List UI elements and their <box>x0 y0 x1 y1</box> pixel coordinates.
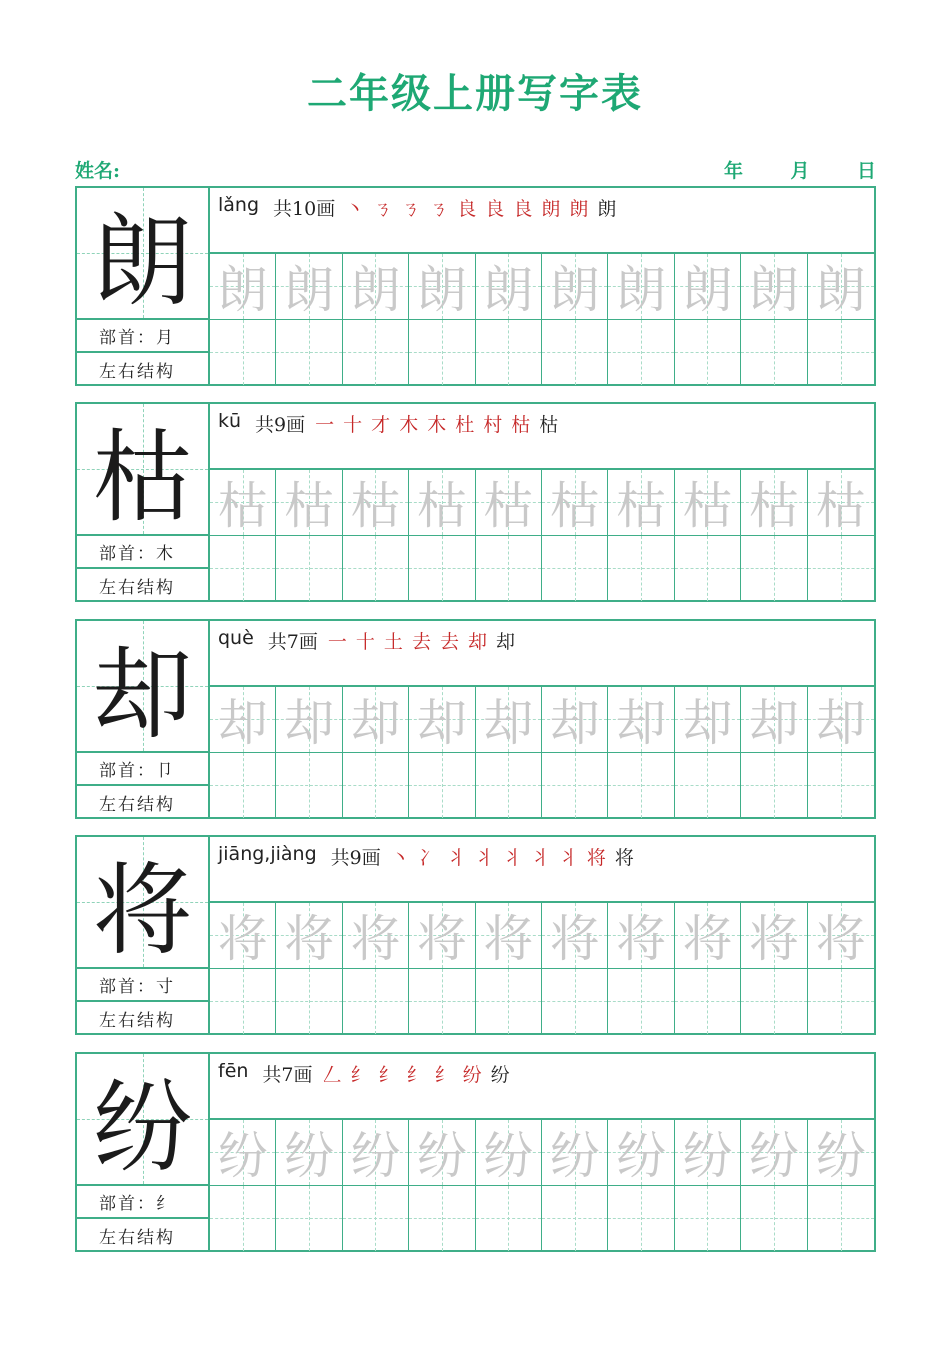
radical-label: 部首：纟 <box>77 1186 210 1219</box>
stroke-step: 丬 <box>446 847 466 869</box>
stroke-step: 将 <box>614 847 634 869</box>
stroke-count: 共10画 <box>273 198 336 220</box>
trace-cell <box>276 470 342 536</box>
trace-character: 朗 <box>284 261 335 320</box>
stroke-step: 丬 <box>558 847 578 869</box>
trace-character: 却 <box>748 694 799 753</box>
trace-cell <box>608 254 674 320</box>
trace-character: 将 <box>217 910 268 969</box>
trace-cell <box>608 687 674 753</box>
trace-character: 纷 <box>682 1127 733 1186</box>
stroke-step: 丬 <box>474 847 494 869</box>
trace-character: 将 <box>350 910 401 969</box>
trace-character: 纷 <box>284 1127 335 1186</box>
blank-practice-cell <box>675 1186 741 1252</box>
stroke-count: 共9画 <box>255 414 306 436</box>
trace-cell <box>409 903 475 969</box>
trace-cell <box>210 254 276 320</box>
blank-practice-cell <box>808 320 874 386</box>
blank-practice-cell <box>343 969 409 1035</box>
stroke-count: 共9画 <box>330 847 381 869</box>
trace-character: 朗 <box>682 261 733 320</box>
blank-practice-cell <box>675 320 741 386</box>
date-labels <box>724 156 876 182</box>
trace-character: 却 <box>815 694 866 753</box>
radical-label: 部首：月 <box>77 320 210 353</box>
trace-character: 纷 <box>350 1127 401 1186</box>
stroke-step: 十 <box>355 631 375 653</box>
blank-practice-cell <box>343 753 409 819</box>
trace-cell <box>343 687 409 753</box>
trace-cell <box>741 687 807 753</box>
trace-cell <box>608 903 674 969</box>
blank-practice-cell <box>343 320 409 386</box>
blank-practice-cell <box>741 1186 807 1252</box>
stroke-order <box>391 843 634 870</box>
practice-grid <box>210 254 874 385</box>
stroke-step: 丬 <box>502 847 522 869</box>
character-info-row <box>210 621 874 687</box>
stroke-step: ㄋ <box>373 198 393 220</box>
blank-practice-cell <box>542 320 608 386</box>
trace-cell <box>542 470 608 536</box>
stroke-step: 纟 <box>350 1064 370 1086</box>
radical-label: 部首：木 <box>77 536 210 569</box>
trace-character: 枯 <box>748 477 799 536</box>
trace-cell <box>675 470 741 536</box>
practice-grid <box>210 687 874 818</box>
trace-cell <box>409 254 475 320</box>
month-label: 月 <box>790 160 810 182</box>
trace-character: 却 <box>616 694 667 753</box>
trace-character: 却 <box>416 694 467 753</box>
trace-character: 枯 <box>416 477 467 536</box>
trace-cell <box>808 687 874 753</box>
practice-grid <box>210 903 874 1034</box>
stroke-step: 枯 <box>539 414 559 436</box>
stroke-step: 木 <box>427 414 447 436</box>
stroke-step: 才 <box>371 414 391 436</box>
trace-character: 枯 <box>217 477 268 536</box>
blank-practice-cell <box>476 1186 542 1252</box>
structure-label: 左右结构 <box>77 786 210 818</box>
stroke-step: 良 <box>485 198 505 220</box>
trace-cell <box>675 254 741 320</box>
trace-cell <box>210 470 276 536</box>
trace-cell <box>542 1120 608 1186</box>
stroke-step: ㄋ <box>401 198 421 220</box>
stroke-step: 纷 <box>490 1064 510 1086</box>
trace-cell <box>276 687 342 753</box>
blank-practice-cell <box>542 969 608 1035</box>
trace-cell <box>276 1120 342 1186</box>
pinyin: què <box>218 627 254 649</box>
trace-character: 将 <box>682 910 733 969</box>
stroke-step: 土 <box>383 631 403 653</box>
blank-practice-cell <box>276 969 342 1035</box>
blank-practice-cell <box>210 320 276 386</box>
blank-practice-cell <box>409 1186 475 1252</box>
blank-practice-cell <box>675 753 741 819</box>
blank-practice-cell <box>276 753 342 819</box>
trace-cell <box>210 903 276 969</box>
trace-cell <box>542 254 608 320</box>
trace-cell <box>741 903 807 969</box>
stroke-step: 朗 <box>597 198 617 220</box>
trace-cell <box>343 1120 409 1186</box>
blank-practice-cell <box>409 753 475 819</box>
blank-practice-cell <box>808 969 874 1035</box>
trace-cell <box>210 1120 276 1186</box>
trace-cell <box>476 254 542 320</box>
trace-character: 朗 <box>748 261 799 320</box>
stroke-step: 良 <box>457 198 477 220</box>
trace-character: 枯 <box>483 477 534 536</box>
model-character: 将 <box>92 852 193 969</box>
trace-character: 枯 <box>682 477 733 536</box>
trace-cell <box>409 687 475 753</box>
stroke-order <box>328 627 515 654</box>
trace-character: 却 <box>217 694 268 753</box>
stroke-step: 丶 <box>345 198 365 220</box>
blank-practice-cell <box>409 969 475 1035</box>
blank-practice-cell <box>675 969 741 1035</box>
stroke-order <box>315 410 558 437</box>
trace-character: 将 <box>616 910 667 969</box>
trace-character: 将 <box>483 910 534 969</box>
trace-character: 纷 <box>815 1127 866 1186</box>
stroke-step: 𠃋 <box>322 1064 342 1086</box>
stroke-count: 共7画 <box>262 1064 313 1086</box>
stroke-step: 纟 <box>406 1064 426 1086</box>
stroke-step: ㄋ <box>429 198 449 220</box>
stroke-step: 木 <box>399 414 419 436</box>
trace-character: 纷 <box>416 1127 467 1186</box>
blank-practice-cell <box>476 320 542 386</box>
trace-character: 枯 <box>549 477 600 536</box>
practice-grid <box>210 1120 874 1251</box>
stroke-step: 去 <box>411 631 431 653</box>
blank-practice-cell <box>409 536 475 602</box>
trace-cell <box>276 254 342 320</box>
blank-practice-cell <box>608 320 674 386</box>
blank-practice-cell <box>608 536 674 602</box>
trace-character: 却 <box>284 694 335 753</box>
character-block <box>75 835 876 1035</box>
day-label: 日 <box>856 160 876 182</box>
radical-label: 部首：寸 <box>77 969 210 1002</box>
trace-character: 将 <box>815 910 866 969</box>
character-info-row <box>210 837 874 903</box>
trace-character: 朗 <box>616 261 667 320</box>
stroke-step: 朗 <box>541 198 561 220</box>
trace-character: 却 <box>549 694 600 753</box>
trace-character: 将 <box>416 910 467 969</box>
trace-cell <box>476 903 542 969</box>
blank-practice-cell <box>542 1186 608 1252</box>
trace-cell <box>675 1120 741 1186</box>
blank-practice-cell <box>343 536 409 602</box>
stroke-step: 纷 <box>462 1064 482 1086</box>
model-character: 枯 <box>92 419 193 536</box>
trace-character: 纷 <box>748 1127 799 1186</box>
trace-cell <box>476 687 542 753</box>
model-character: 纷 <box>92 1069 193 1186</box>
stroke-step: 冫 <box>418 847 438 869</box>
trace-cell <box>276 903 342 969</box>
blank-practice-cell <box>741 969 807 1035</box>
model-character: 却 <box>92 636 193 753</box>
stroke-step: 却 <box>467 631 487 653</box>
trace-character: 朗 <box>549 261 600 320</box>
trace-cell <box>608 1120 674 1186</box>
character-block <box>75 619 876 819</box>
trace-cell <box>808 1120 874 1186</box>
character-info-row <box>210 404 874 470</box>
trace-cell <box>608 470 674 536</box>
name-label: 姓名: <box>75 160 121 182</box>
character-block <box>75 402 876 602</box>
model-character: 朗 <box>92 203 193 320</box>
character-block <box>75 1052 876 1252</box>
trace-character: 朗 <box>815 261 866 320</box>
pinyin: fēn <box>218 1060 249 1082</box>
stroke-step: 去 <box>439 631 459 653</box>
year-label: 年 <box>724 160 744 182</box>
model-character-cell <box>77 188 210 320</box>
trace-character: 纷 <box>217 1127 268 1186</box>
trace-character: 朗 <box>350 261 401 320</box>
blank-practice-cell <box>276 536 342 602</box>
model-character-cell <box>77 837 210 969</box>
pinyin: jiāng,jiàng <box>218 843 317 865</box>
blank-practice-cell <box>608 1186 674 1252</box>
trace-cell <box>343 470 409 536</box>
blank-practice-cell <box>741 536 807 602</box>
blank-practice-cell <box>741 753 807 819</box>
stroke-step: 却 <box>495 631 515 653</box>
trace-cell <box>808 470 874 536</box>
trace-character: 却 <box>350 694 401 753</box>
blank-practice-cell <box>808 1186 874 1252</box>
trace-character: 将 <box>748 910 799 969</box>
stroke-step: 纟 <box>378 1064 398 1086</box>
blank-practice-cell <box>542 536 608 602</box>
stroke-step: 杜 <box>455 414 475 436</box>
blank-practice-cell <box>808 536 874 602</box>
trace-cell <box>476 1120 542 1186</box>
character-info-row <box>210 188 874 254</box>
blank-practice-cell <box>476 969 542 1035</box>
structure-label: 左右结构 <box>77 1002 210 1034</box>
trace-character: 纷 <box>616 1127 667 1186</box>
trace-cell <box>808 254 874 320</box>
blank-practice-cell <box>608 753 674 819</box>
model-character-cell <box>77 621 210 753</box>
blank-practice-cell <box>210 536 276 602</box>
trace-character: 枯 <box>284 477 335 536</box>
trace-character: 将 <box>549 910 600 969</box>
structure-label: 左右结构 <box>77 569 210 601</box>
trace-character: 却 <box>682 694 733 753</box>
stroke-order <box>345 194 616 221</box>
blank-practice-cell <box>608 969 674 1035</box>
model-character-cell <box>77 404 210 536</box>
blank-practice-cell <box>409 320 475 386</box>
trace-character: 朗 <box>416 261 467 320</box>
stroke-step: 枯 <box>511 414 531 436</box>
blank-practice-cell <box>476 536 542 602</box>
trace-character: 纷 <box>483 1127 534 1186</box>
blank-practice-cell <box>210 969 276 1035</box>
trace-cell <box>675 687 741 753</box>
trace-cell <box>343 903 409 969</box>
trace-character: 朗 <box>483 261 534 320</box>
stroke-step: 朗 <box>569 198 589 220</box>
trace-character: 朗 <box>217 261 268 320</box>
blank-practice-cell <box>343 1186 409 1252</box>
blank-practice-cell <box>741 320 807 386</box>
blank-practice-cell <box>210 753 276 819</box>
radical-label: 部首：卩 <box>77 753 210 786</box>
trace-cell <box>542 903 608 969</box>
blank-practice-cell <box>276 320 342 386</box>
trace-character: 将 <box>284 910 335 969</box>
stroke-step: 一 <box>315 414 335 436</box>
character-info-row <box>210 1054 874 1120</box>
trace-character: 纷 <box>549 1127 600 1186</box>
trace-cell <box>675 903 741 969</box>
pinyin: lǎng <box>218 194 260 216</box>
trace-cell <box>741 470 807 536</box>
trace-cell <box>808 903 874 969</box>
stroke-step: 丶 <box>390 847 410 869</box>
blank-practice-cell <box>276 1186 342 1252</box>
trace-character: 却 <box>483 694 534 753</box>
blank-practice-cell <box>675 536 741 602</box>
blank-practice-cell <box>476 753 542 819</box>
model-character-cell <box>77 1054 210 1186</box>
pinyin: kū <box>218 410 242 432</box>
stroke-step: 一 <box>327 631 347 653</box>
stroke-step: 纟 <box>434 1064 454 1086</box>
blank-practice-cell <box>210 1186 276 1252</box>
stroke-step: 良 <box>513 198 533 220</box>
stroke-count: 共7画 <box>267 631 318 653</box>
trace-cell <box>741 254 807 320</box>
trace-cell <box>741 1120 807 1186</box>
structure-label: 左右结构 <box>77 353 210 385</box>
structure-label: 左右结构 <box>77 1219 210 1251</box>
stroke-order <box>323 1060 510 1087</box>
trace-character: 枯 <box>350 477 401 536</box>
blank-practice-cell <box>808 753 874 819</box>
stroke-step: 十 <box>343 414 363 436</box>
stroke-step: 村 <box>483 414 503 436</box>
stroke-step: 丬 <box>530 847 550 869</box>
character-block <box>75 186 876 386</box>
trace-cell <box>210 687 276 753</box>
trace-cell <box>476 470 542 536</box>
practice-grid <box>210 470 874 601</box>
trace-character: 枯 <box>616 477 667 536</box>
trace-cell <box>343 254 409 320</box>
trace-character: 枯 <box>815 477 866 536</box>
stroke-step: 将 <box>586 847 606 869</box>
trace-cell <box>409 1120 475 1186</box>
trace-cell <box>409 470 475 536</box>
page-title: 二年级上册写字表 <box>307 70 643 117</box>
blank-practice-cell <box>542 753 608 819</box>
trace-cell <box>542 687 608 753</box>
